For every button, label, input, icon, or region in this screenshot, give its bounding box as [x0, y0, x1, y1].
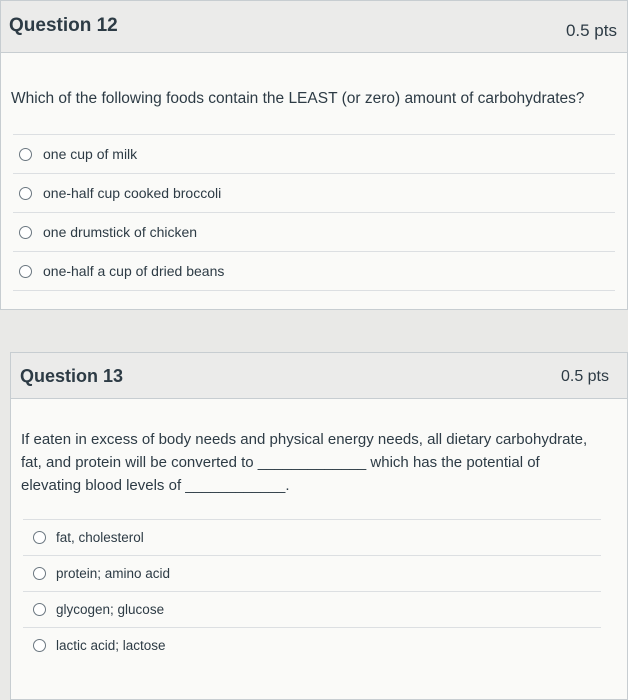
answer-option[interactable]: [13, 251, 615, 290]
radio-button[interactable]: [19, 265, 32, 278]
question-text: [21, 428, 606, 497]
radio-button[interactable]: [19, 148, 32, 161]
answer-option[interactable]: [23, 519, 601, 555]
answer-label[interactable]: one drumstick of chicken: [43, 224, 198, 240]
radio-button[interactable]: [19, 187, 32, 200]
radio-button[interactable]: [33, 567, 46, 580]
answer-label[interactable]: one cup of milk: [43, 146, 138, 162]
question-text-line: If eaten in excess of body needs and physical energy needs, all dietary carbohydrate,: [21, 431, 588, 448]
question-text-line: elevating blood levels of ____________.: [21, 477, 290, 494]
answer-list: [1, 134, 627, 291]
answer-option[interactable]: [23, 591, 601, 627]
answer-label[interactable]: protein; amino acid: [56, 566, 171, 581]
answer-list: [11, 519, 627, 663]
answer-label[interactable]: glycogen; glucose: [56, 602, 165, 617]
answer-option[interactable]: [13, 212, 615, 251]
question-12-card: [0, 0, 628, 310]
divider: [13, 290, 615, 291]
question-13-card: [10, 352, 628, 700]
radio-button[interactable]: [19, 226, 32, 239]
question-header: [11, 353, 627, 399]
question-text-line: fat, and protein will be converted to _____________ which has the potential of: [21, 454, 540, 471]
question-header: [1, 1, 627, 53]
answer-option[interactable]: [23, 627, 601, 663]
answer-option[interactable]: [13, 173, 615, 212]
radio-button[interactable]: [33, 639, 46, 652]
radio-button[interactable]: [33, 531, 46, 544]
question-points: 0.5 pts: [560, 368, 609, 385]
answer-option[interactable]: [23, 555, 601, 591]
answer-option[interactable]: [13, 134, 615, 173]
radio-button[interactable]: [33, 603, 46, 616]
question-title: Question 13: [20, 366, 124, 386]
answer-label[interactable]: lactic acid; lactose: [56, 638, 166, 653]
question-text: Which of the following foods contain the LEAST (or zero) amount of carbohydrates?: [11, 90, 585, 107]
question-title: Question 12: [9, 15, 118, 36]
question-points: 0.5 pts: [565, 21, 617, 40]
answer-label[interactable]: one-half a cup of dried beans: [43, 263, 225, 279]
answer-label[interactable]: fat, cholesterol: [56, 530, 144, 545]
answer-label[interactable]: one-half cup cooked broccoli: [43, 185, 222, 201]
